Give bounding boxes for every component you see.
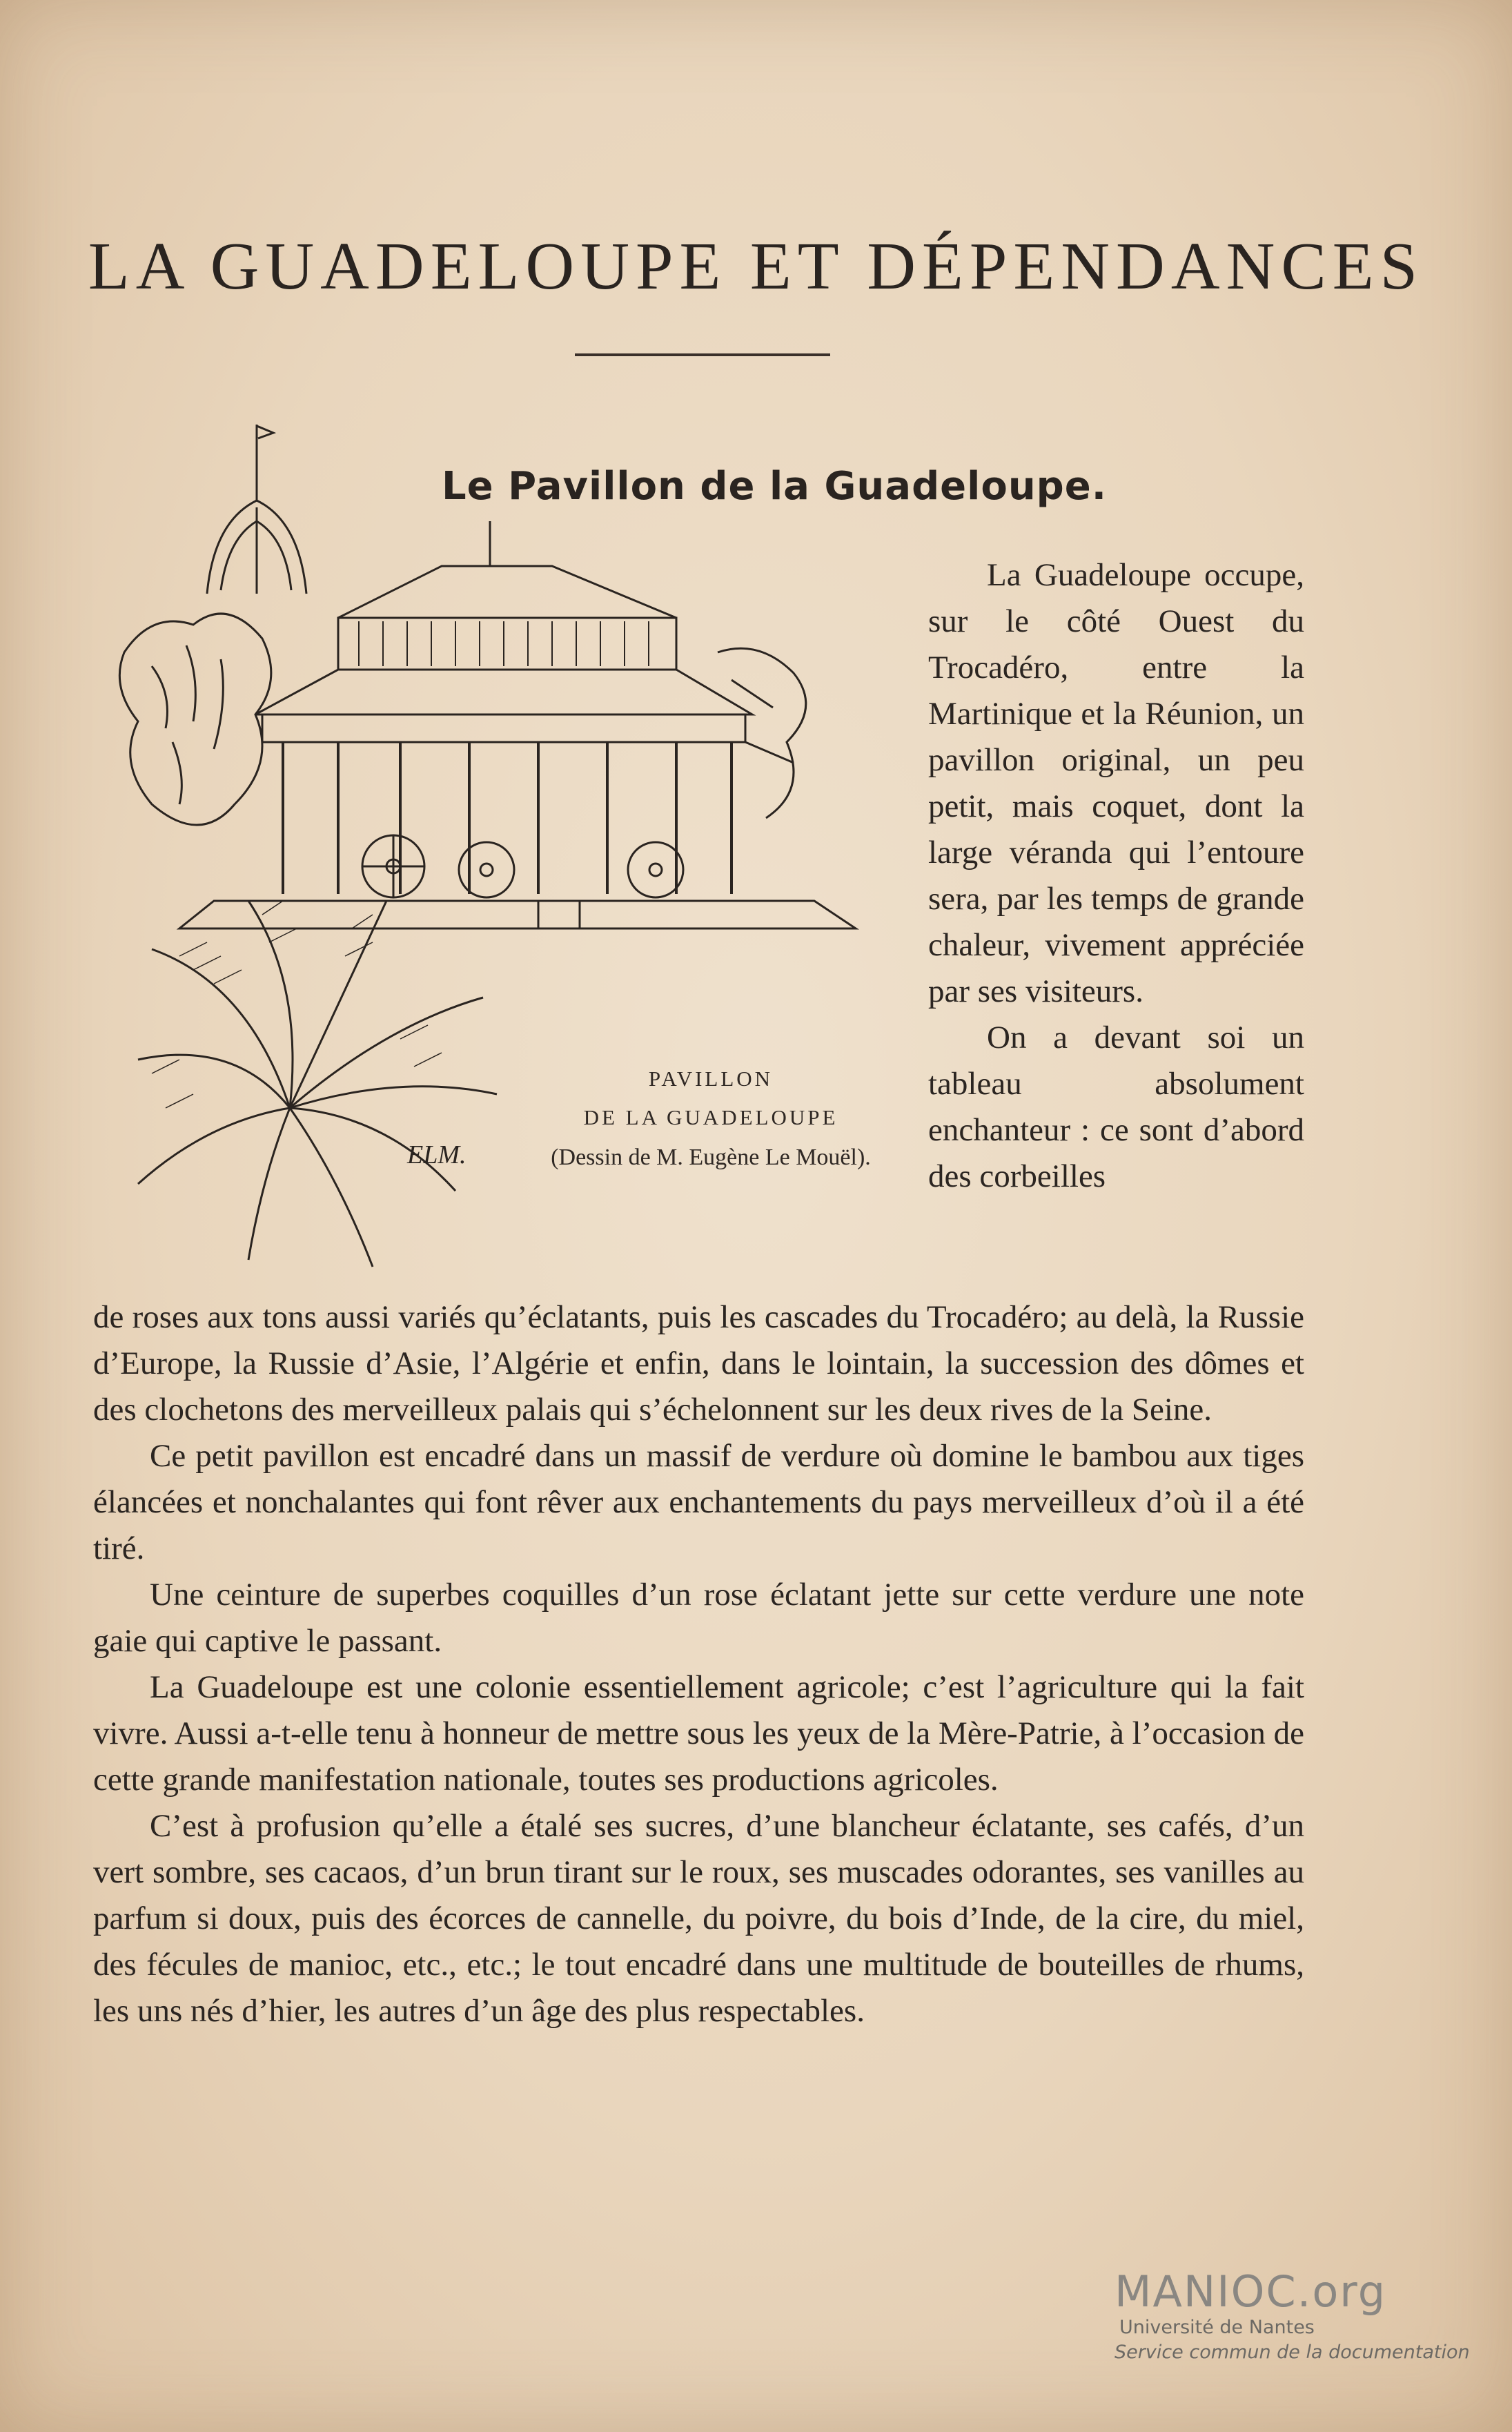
illustrator-signature: ELM. bbox=[407, 1140, 467, 1169]
caption-line: DE LA GUADELOUPE bbox=[583, 1105, 838, 1129]
paragraph: La Guadeloupe est une colonie essentiellement agricole; c’est l’agriculture qui la fait vivre. Aussi a-t-elle tenu à honneur de mettre sous les yeux de la Mère-Patrie, à l’occasion de cette grande manifestation nationale, toutes ses productions agricoles. bbox=[93, 1669, 1304, 1798]
watermark-name: MANIOC.org bbox=[1115, 2266, 1387, 2317]
paragraph: Une ceinture de superbes coquilles d’un rose éclatant jette sur cette verdure une note gaie qui captive le passant. bbox=[93, 1577, 1304, 1659]
paragraph: La Guadeloupe occupe, sur le côté Ouest du Trocadéro, entre la Martinique et la Réunion, un pavillon original, un peu petit, mais coquet, dont la large véranda qui l’entoure sera, par les temps de grande chaleur, vivement appréciée par ses visiteurs. bbox=[928, 557, 1304, 1009]
body-text bbox=[93, 1294, 1304, 2034]
watermark-line: Service commun de la documentation bbox=[1115, 2342, 1470, 2363]
paragraph: de roses aux tons aussi variés qu’éclatants, puis les cascades du Trocadéro; au delà, la Russie d’Europe, la Russie d’Asie, l’Algérie et enfin, dans le lointain, la succession des dômes et des clochetons des merveilleux palais qui s’échelonnent sur les deux rives de la Seine. bbox=[93, 1299, 1304, 1428]
manioc-watermark bbox=[1115, 2268, 1487, 2366]
title-rule bbox=[575, 353, 830, 356]
paragraph: Ce petit pavillon est encadré dans un massif de verdure où domine le bambou aux tiges élancées et nonchalantes qui font rêver aux enchantements du pays merveilleux d’où il a été tiré. bbox=[93, 1438, 1304, 1566]
paragraph: On a devant soi un tableau absolument enchanteur : ce sont d’abord des corbeilles bbox=[928, 1020, 1304, 1194]
side-column-text bbox=[928, 552, 1304, 1200]
paragraph: C’est à profusion qu’elle a étalé ses sucres, d’une blancheur éclatante, ses cafés, d’un vert sombre, ses cacaos, d’un brun tirant sur le roux, ses muscades odorantes, ses vanilles au parfum si doux, puis des écorces de cannelle, du poivre, du bois d’Inde, de la cire, du miel, des fécules de manioc, etc., etc.; le tout encadré dans une multitude de bouteilles de rhums, les uns nés d’hier, les autres d’un âge des plus respectables. bbox=[93, 1808, 1304, 2029]
caption-line: PAVILLON bbox=[648, 1067, 774, 1091]
caption-credit: (Dessin de M. Eugène Le Mouël). bbox=[551, 1145, 871, 1170]
page-title: LA GUADELOUPE ET DÉPENDANCES bbox=[88, 229, 1424, 304]
watermark-line: Université de Nantes bbox=[1119, 2317, 1315, 2338]
figure-caption bbox=[504, 1060, 918, 1178]
section-title: Le Pavillon de la Guadeloupe. bbox=[442, 464, 1108, 509]
